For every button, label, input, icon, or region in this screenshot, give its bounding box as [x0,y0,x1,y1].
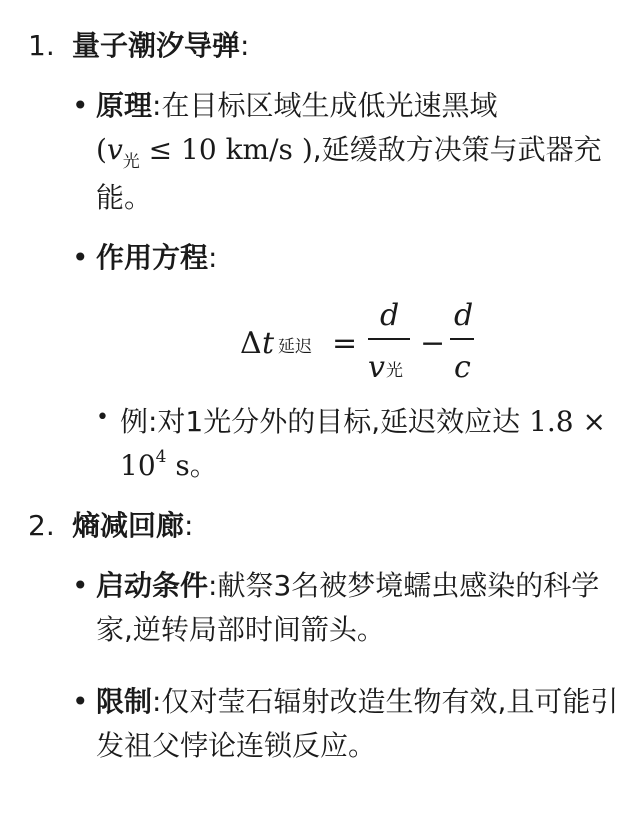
math-num1: d [380,298,400,333]
item-label: 作用方程 [96,241,209,274]
period: 。 [189,449,218,482]
math-den2: c [454,350,471,385]
item-label: 原理 [96,89,153,122]
paren-close: ) [301,133,313,166]
bullet-icon: • [72,569,89,602]
math-t-sub: 延迟 [278,337,312,357]
section-title: 量子潮汐导弹 [72,29,241,62]
example-text: 例:对1光分外的目标,延迟效应达 [120,405,521,438]
item-label: 限制 [96,685,153,718]
math-den1-var: v [368,350,385,385]
math-base: 10 [120,449,156,482]
item-text: 献祭3名被梦境蠕虫感染的科学家,逆转局部时间箭头。 [96,569,600,646]
colon: : [184,509,194,542]
bullet-icon: • [96,405,109,430]
math-times: × [582,405,606,438]
colon: : [152,685,162,718]
bullet-icon: • [72,685,89,718]
math-delta: Δ [240,326,262,361]
item-text: 在目标区域生成低光速黑域 [161,89,498,122]
colon: : [240,29,250,62]
paren-open: ( [96,133,107,166]
colon: : [208,569,218,602]
colon: : [208,241,218,274]
math-value: 10 [181,133,217,166]
math-den1-sub: 光 [386,361,403,381]
math-exponent: 4 [155,447,167,467]
math-mantissa: 1.8 [529,405,574,438]
colon: : [152,89,162,122]
math-num2: d [454,298,474,333]
math-unit: km/s [225,133,293,166]
delay-equation [240,290,540,390]
math-equals: = [332,326,358,361]
section-number: 1. [28,29,55,62]
bullet-icon: • [72,89,89,122]
item-label: 启动条件 [96,569,209,602]
section-number: 2. [28,509,55,542]
fraction-bar [450,338,474,340]
bullet-icon: • [72,241,89,274]
math-unit-s: s [175,449,190,482]
math-sub: 光 [122,152,140,172]
math-leq: ≤ [148,133,173,166]
math-minus: − [420,326,446,361]
fraction-bar [368,338,410,340]
math-t: t [262,326,275,361]
item-text-after: ,延缓敌方决策与武器充能。 [96,133,602,214]
item-text: 仅对莹石辐射改造生物有效,且可能引发祖父悖论连锁反应。 [96,685,619,762]
math-var: v [106,133,123,166]
section-title: 熵减回廊 [72,509,185,542]
